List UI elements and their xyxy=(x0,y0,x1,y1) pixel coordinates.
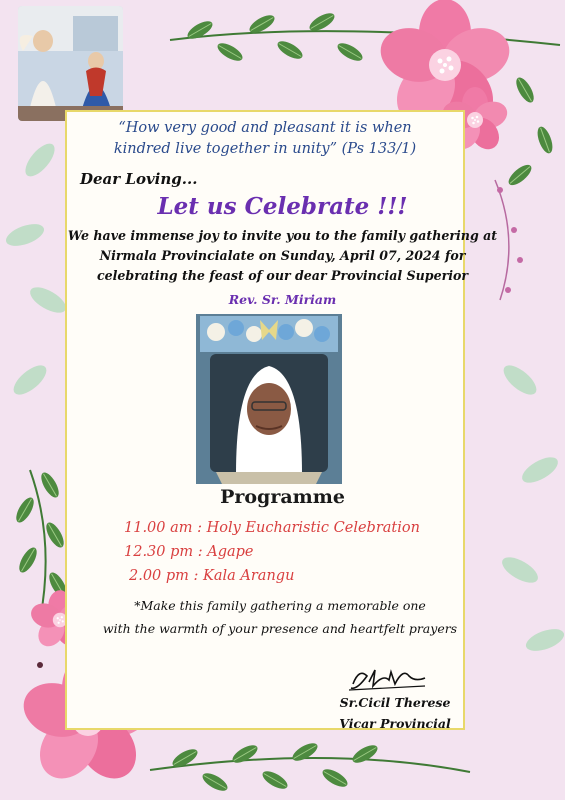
closing-note xyxy=(80,594,480,640)
invitation-text xyxy=(66,226,499,286)
handwritten-signature xyxy=(345,664,430,694)
portrait-photo xyxy=(196,314,342,484)
signatory-title: Vicar Provincial xyxy=(339,716,451,731)
invitation-line-2: Nirmala Provincialate on Sunday, April 07, 2024 for xyxy=(99,248,466,263)
honoree-name: Rev. Sr. Miriam xyxy=(228,292,337,307)
closing-note-line-1: *Make this family gathering a memorable one xyxy=(134,598,426,613)
greeting: Dear Loving... xyxy=(80,170,198,188)
quote-line-2: kindred live together in unity” (Ps 133/1) xyxy=(113,141,417,157)
programme-item-2: 12.30 pm : Agape xyxy=(124,544,254,560)
quote-line-1: “How very good and pleasant it is when xyxy=(118,120,412,136)
scripture-quote xyxy=(100,118,430,160)
invitation-line-1: We have immense joy to invite you to the family gathering at xyxy=(67,228,498,243)
signatory-name: Sr.Cicil Therese xyxy=(339,695,451,710)
religious-painting xyxy=(18,6,123,121)
headline: Let us Celebrate !!! xyxy=(157,193,408,220)
closing-note-line-2: with the warmth of your presence and heartfelt prayers xyxy=(102,621,458,636)
invitation-line-3: celebrating the feast of our dear Provincial Superior xyxy=(96,268,469,283)
signatory-block xyxy=(320,692,470,734)
programme-item-1: 11.00 am : Holy Eucharistic Celebration xyxy=(124,520,420,536)
programme-item-3: 2.00 pm : Kala Arangu xyxy=(129,568,295,584)
programme-title: Programme xyxy=(220,486,345,508)
